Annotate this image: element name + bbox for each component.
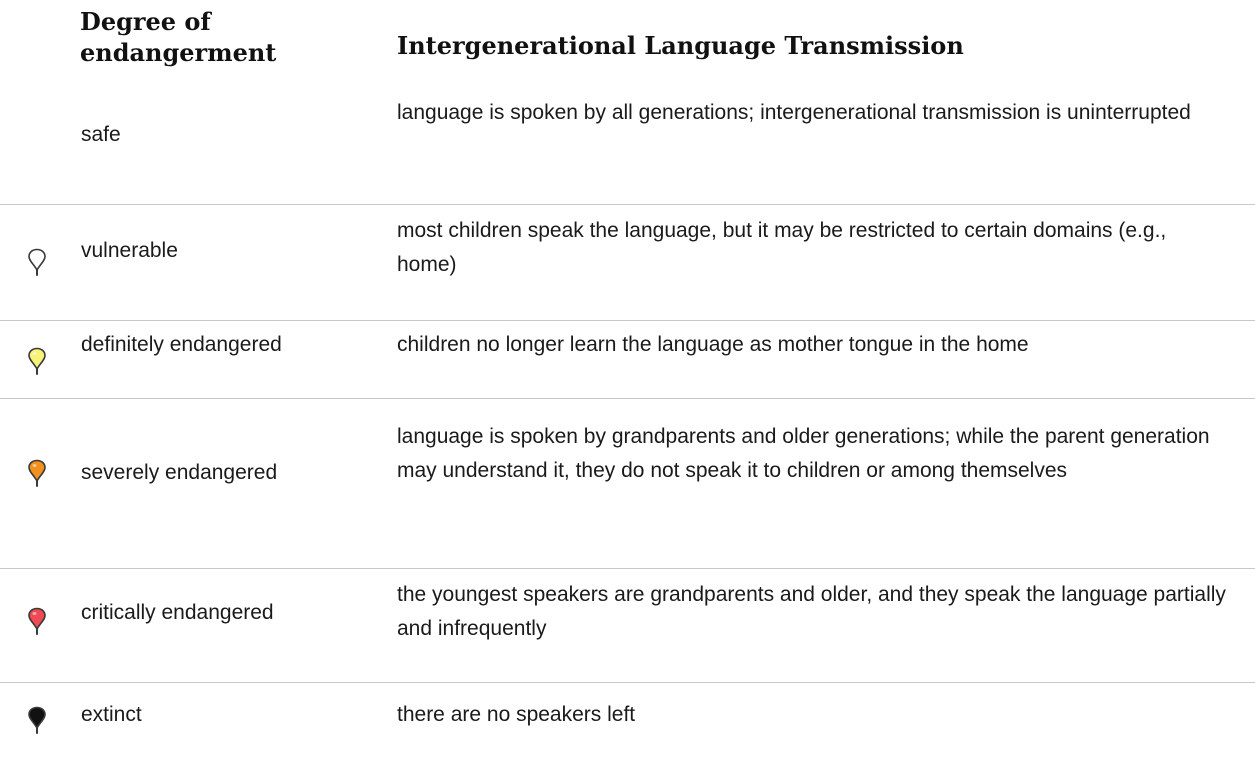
map-pin-icon	[26, 347, 48, 375]
map-pin-icon	[26, 248, 48, 276]
row-divider	[0, 682, 1255, 683]
transmission-description: language is spoken by grandparents and older generations; while the parent generation may understand it, they do not speak it to children or among themselves	[397, 425, 1210, 482]
transmission-description: there are no speakers left	[397, 703, 636, 726]
degree-column-header: Degree of endangerment	[80, 7, 277, 67]
table-header	[0, 0, 1255, 92]
degree-label: critically endangered	[81, 601, 274, 624]
transmission-description: language is spoken by all generations; intergenerational transmission is uninterrupted	[397, 101, 1191, 124]
transmission-column-header: Intergenerational Language Transmission	[397, 31, 964, 60]
row-divider	[0, 568, 1255, 569]
degree-label: extinct	[81, 703, 142, 726]
row-divider	[0, 398, 1255, 399]
map-pin-icon	[26, 607, 48, 635]
map-pin-icon	[26, 706, 48, 734]
degree-label: safe	[81, 123, 121, 146]
transmission-description: most children speak the language, but it may be restricted to certain domains (e.g., home)	[397, 219, 1167, 276]
map-pin-icon	[26, 459, 48, 487]
transmission-description: children no longer learn the language as mother tongue in the home	[397, 333, 1029, 356]
row-divider	[0, 204, 1255, 205]
degree-label: vulnerable	[81, 239, 178, 262]
row-divider	[0, 320, 1255, 321]
degree-label: severely endangered	[81, 461, 278, 484]
degree-label: definitely endangered	[81, 333, 282, 356]
transmission-description: the youngest speakers are grandparents and older, and they speak the language partially and infrequently	[397, 583, 1226, 640]
